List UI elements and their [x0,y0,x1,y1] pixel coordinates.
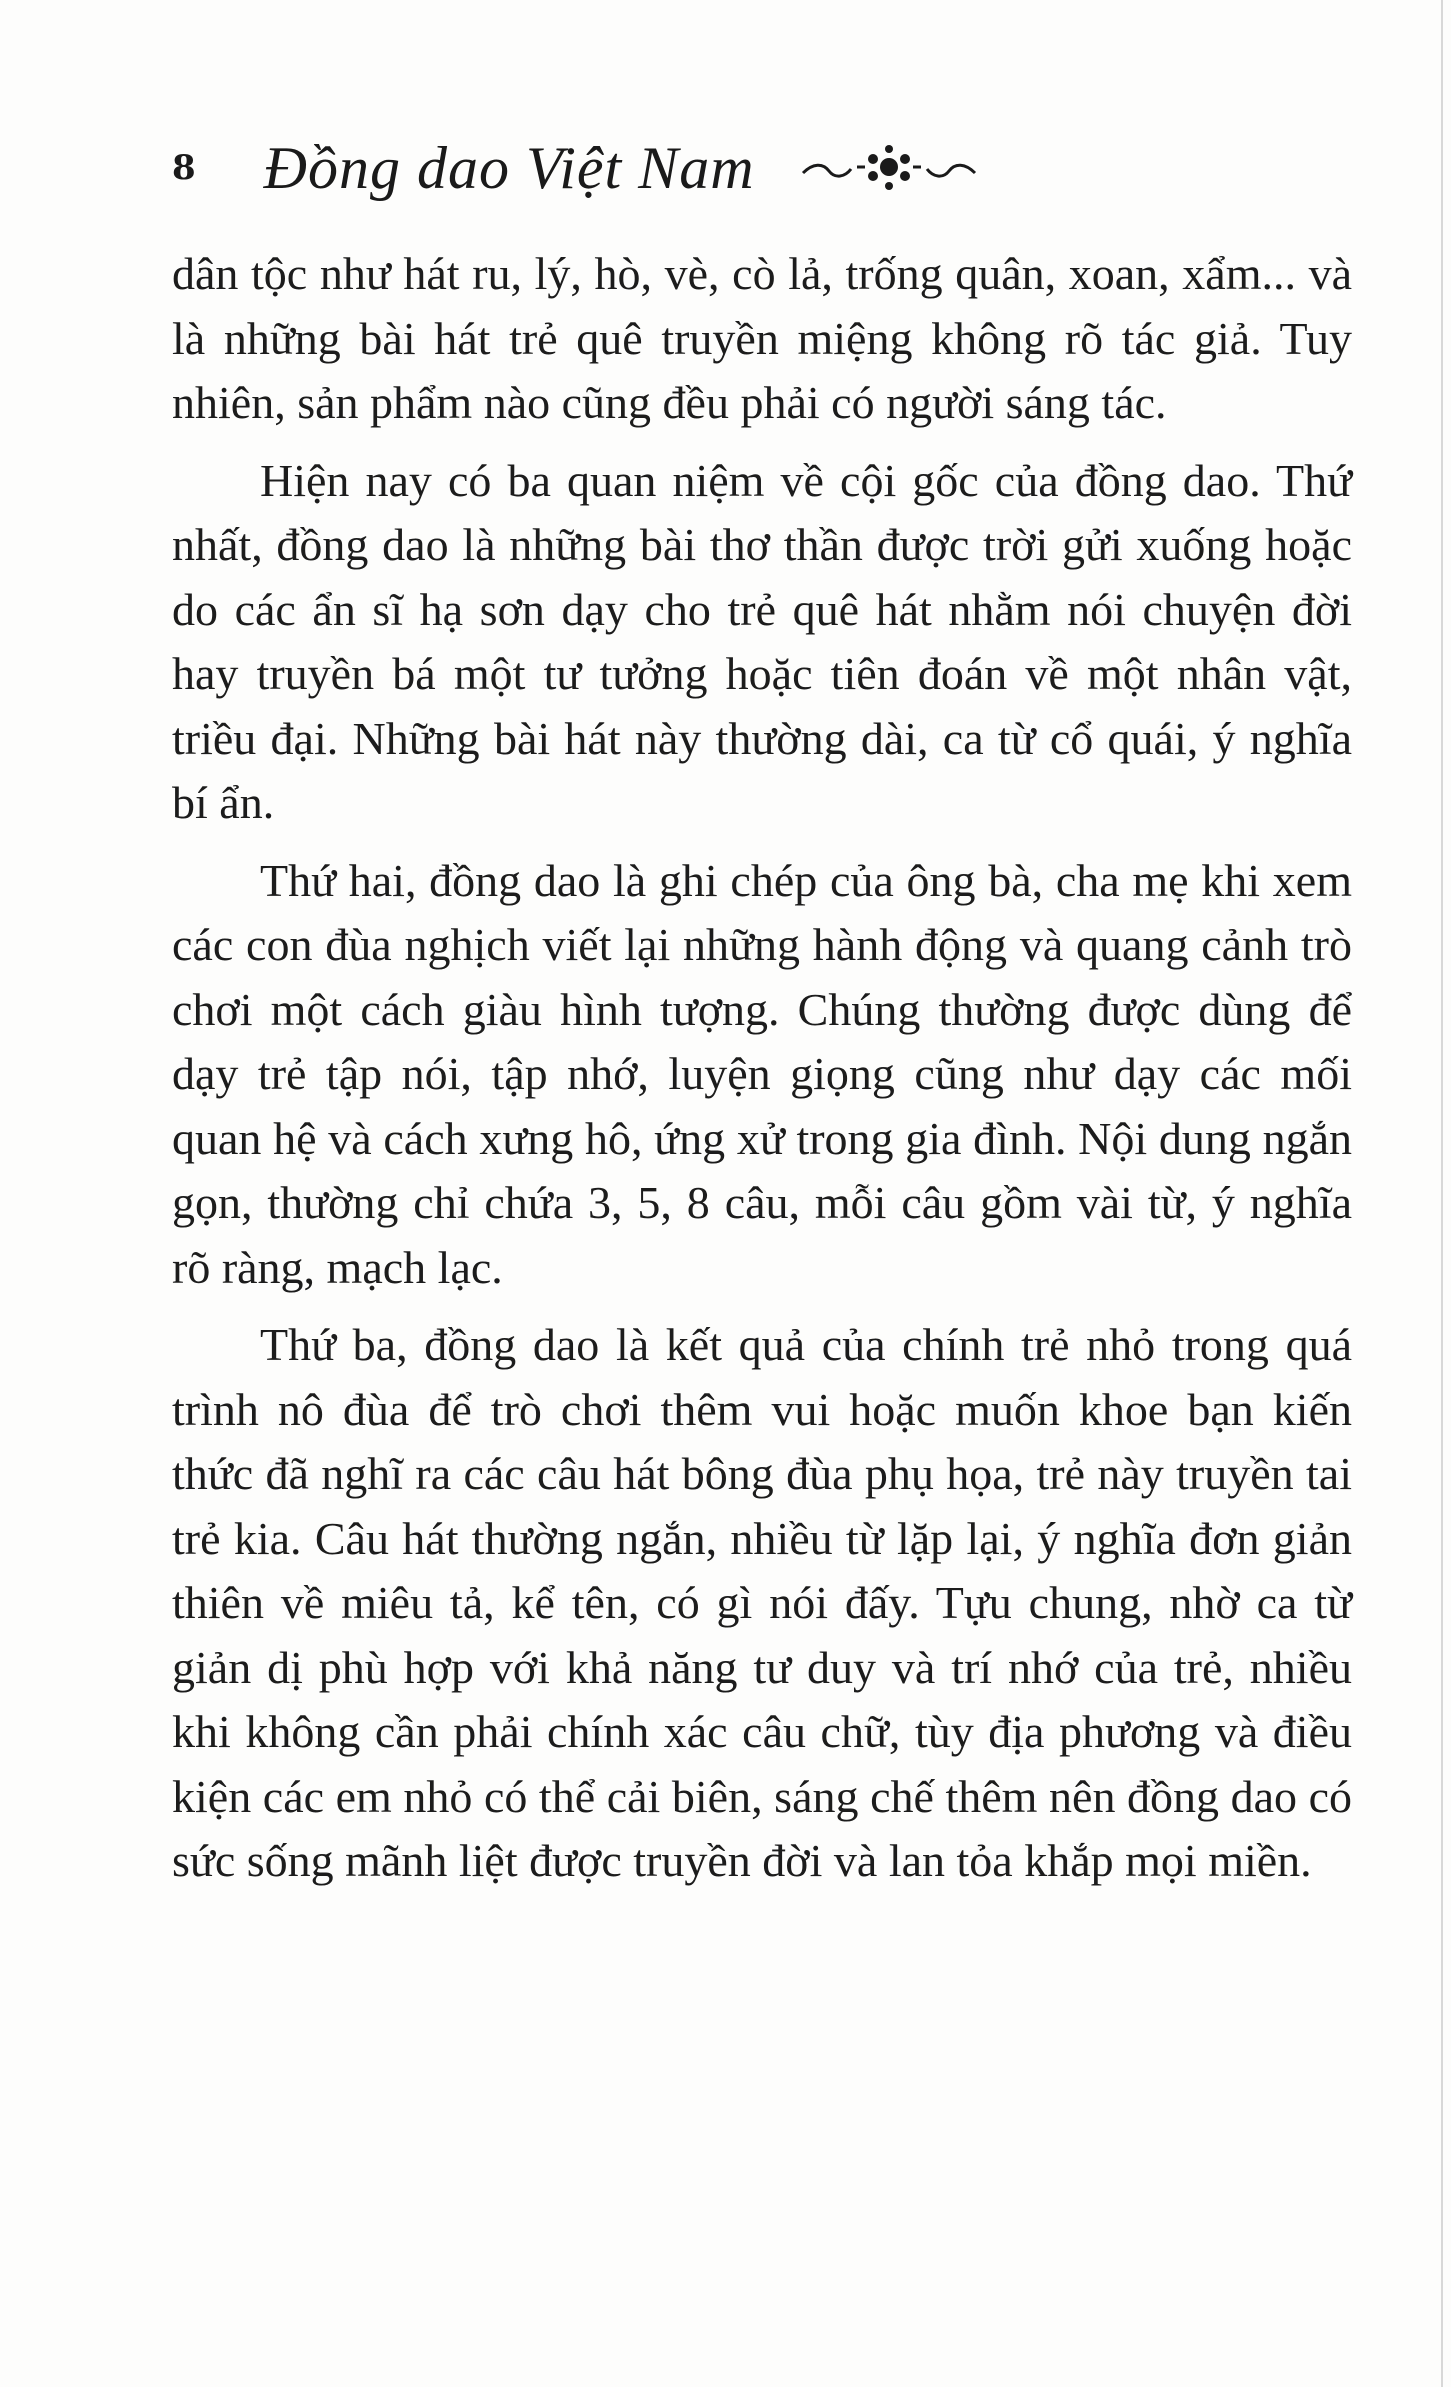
paragraph-first-view: Hiện nay có ba quan niệm về cội gốc của đồng dao. Thứ nhất, đồng dao là những bài thơ thần được trời gửi xuống hoặc do các ẩn sĩ hạ sơn dạy cho trẻ quê hát nhằm nói chuyện đời hay truyền bá một tư tưởng hoặc tiên đoán về một nhân vật, triều đại. Những bài hát này thường dài, ca từ cổ quái, ý nghĩa bí ẩn. [172,454,1352,828]
body-text [172,242,1352,1907]
decorative-flourish-icon [799,143,979,193]
page-number: 8 [172,148,196,188]
paragraph-third-view: Thứ ba, đồng dao là kết quả của chính trẻ nhỏ trong quá trình nô đùa để trò chơi thêm vui hoặc muốn khoe bạn kiến thức đã nghĩ ra các câu hát bông đùa phụ họa, trẻ này truyền tai trẻ kia. Câu hát thường ngắn, nhiều từ lặp lại, ý nghĩa đơn giản thiên về miêu tả, kể tên, có gì nói đấy. Tựu chung, nhờ ca từ giản dị phù hợp với khả năng tư duy và trí nhớ của trẻ, nhiều khi không cần phải chính xác câu chữ, tùy địa phương và điều kiện các em nhỏ có thể cải biên, sáng chế thêm nên đồng dao có sức sống mãnh liệt được truyền đời và lan tỏa khắp mọi miền. [172,1319,1352,1886]
page-edge-line [1441,0,1443,2387]
paragraph-continuation: dân tộc như hát ru, lý, hò, vè, cò lả, trống quân, xoan, xẩm... và là những bài hát trẻ quê truyền miệng không rõ tác giả. Tuy nhiên, sản phẩm nào cũng đều phải có người sáng tác. [172,248,1352,428]
paragraph-second-view: Thứ hai, đồng dao là ghi chép của ông bà, cha mẹ khi xem các con đùa nghịch viết lại những hành động và quang cảnh trò chơi một cách giàu hình tượng. Chúng thường được dùng để dạy trẻ tập nói, tập nhớ, luyện giọng cũng như dạy các mối quan hệ và cách xưng hô, ứng xử trong gia đình. Nội dung ngắn gọn, thường chỉ chứa 3, 5, 8 câu, mỗi câu gồm vài từ, ý nghĩa rõ ràng, mạch lạc. [172,854,1352,1293]
page-header [172,128,979,208]
book-title: Đồng dao Việt Nam [263,134,755,201]
